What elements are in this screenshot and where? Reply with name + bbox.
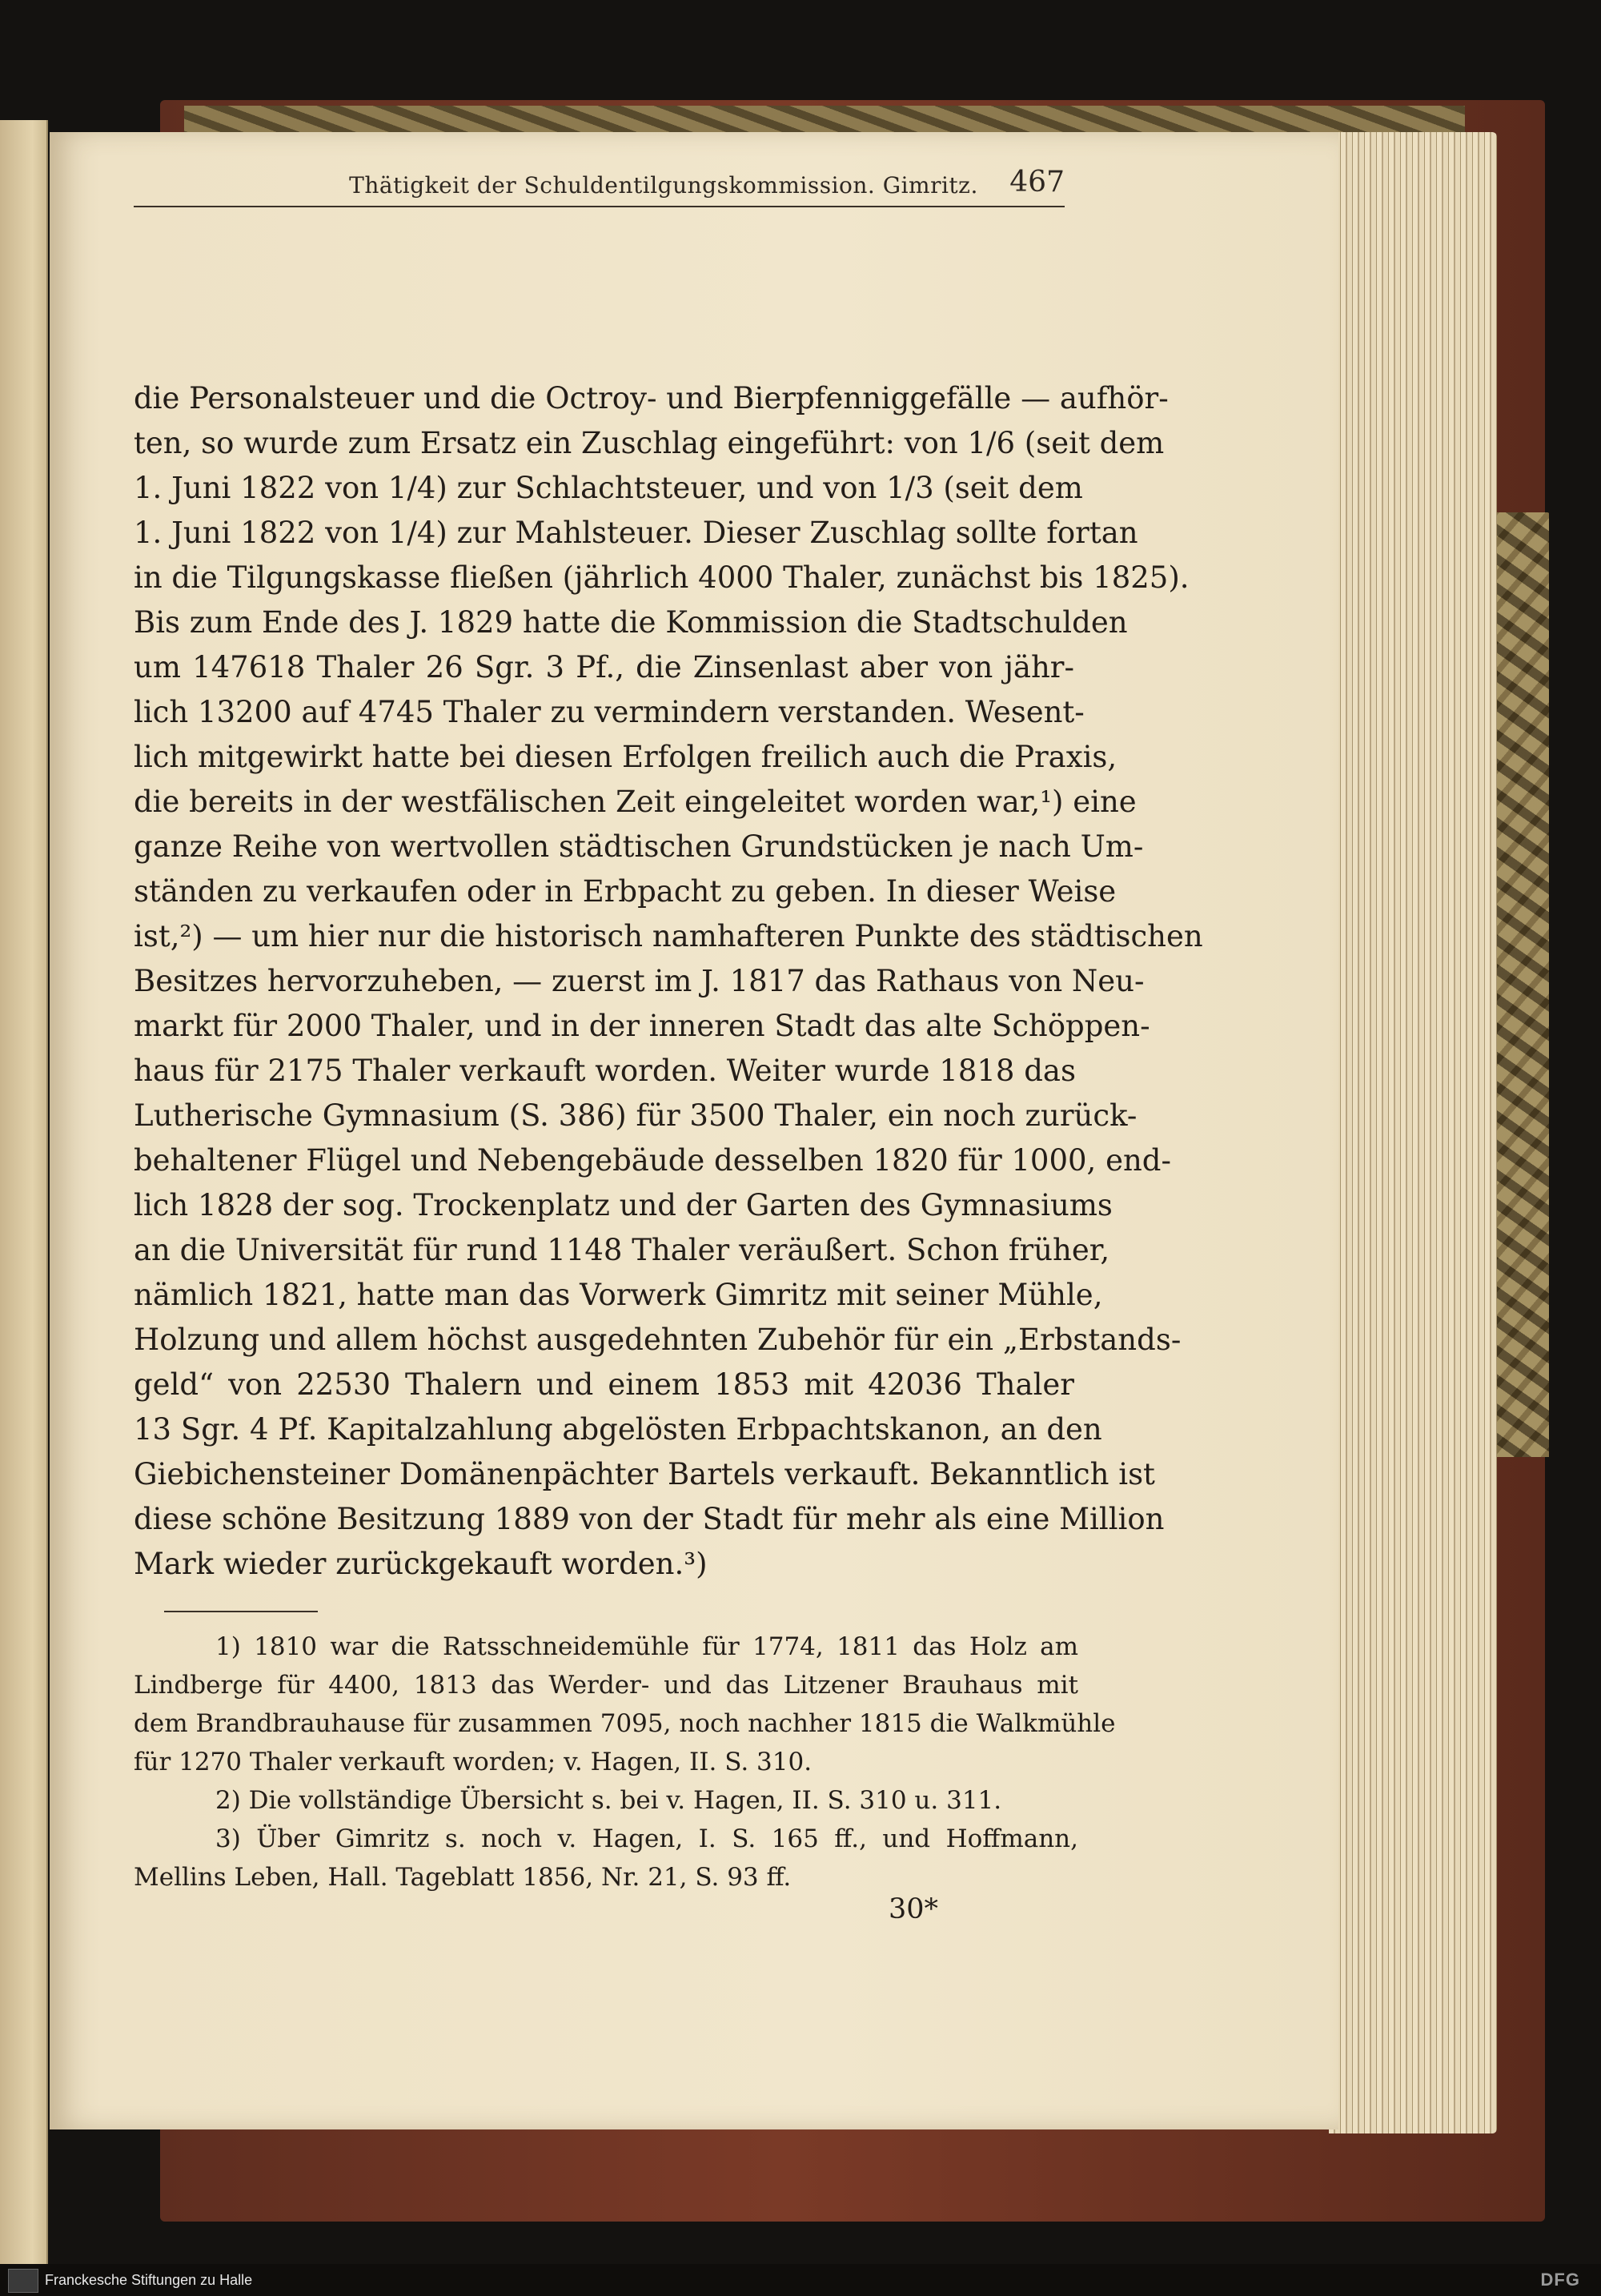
- text-line: Holzung und allem höchst ausgedehnten Zubehör für ein „Erbstands-: [134, 1323, 1182, 1357]
- page-number: 467: [1009, 166, 1065, 199]
- text-line: Bis zum Ende des J. 1829 hatte die Kommission die Stadtschulden: [134, 605, 1128, 640]
- footnote-line: Lindberge für 4400, 1813 das Werder- und das Litzener Brauhaus mit: [134, 1671, 1078, 1700]
- text-line: lich 1828 der sog. Trockenplatz und der Garten des Gymnasiums: [134, 1188, 1113, 1222]
- signature-mark: 30*: [889, 1893, 939, 1925]
- running-head-title: Thätigkeit der Schuldentilgungskommission. Gimritz.: [349, 172, 978, 199]
- institution-name: Franckesche Stiftungen zu Halle: [45, 2272, 253, 2288]
- text-line: in die Tilgungskasse fließen (jährlich 4000 Thaler, zunächst bis 1825).: [134, 560, 1190, 595]
- text-line: die bereits in der westfälischen Zeit eingeleitet worden war,¹) eine: [134, 785, 1137, 819]
- text-line: Besitzes hervorzuheben, — zuerst im J. 1817 das Rathaus von Neu-: [134, 964, 1145, 998]
- text-line: ganze Reihe von wertvollen städtischen Grundstücken je nach Um-: [134, 829, 1144, 864]
- body-text: [134, 376, 1203, 1587]
- footnotes: [134, 1628, 1116, 1897]
- footnote-line: 1) 1810 war die Ratsschneidemühle für 1774, 1811 das Holz am: [215, 1632, 1078, 1661]
- dfg-logo: DFG: [1540, 2270, 1580, 2290]
- footnote-rule: [164, 1611, 318, 1612]
- text-line: Lutherische Gymnasium (S. 386) für 3500 Thaler, ein noch zurück-: [134, 1098, 1138, 1133]
- text-line: 13 Sgr. 4 Pf. Kapitalzahlung abgelösten Erbpachtskanon, an den: [134, 1412, 1102, 1447]
- text-line: diese schöne Besitzung 1889 von der Stadt für mehr als eine Million: [134, 1502, 1165, 1536]
- facing-page-edge: [0, 120, 48, 2274]
- text-line: an die Universität für rund 1148 Thaler veräußert. Schon früher,: [134, 1233, 1110, 1267]
- text-line: nämlich 1821, hatte man das Vorwerk Gimritz mit seiner Mühle,: [134, 1278, 1103, 1312]
- viewer-footer: [0, 2264, 1601, 2296]
- text-line: ist,²) — um hier nur die historisch namhafteren Punkte des städtischen: [134, 919, 1203, 953]
- footnote-line: dem Brandbrauhause für zusammen 7095, noch nachher 1815 die Walkmühle: [134, 1709, 1116, 1738]
- text-line: markt für 2000 Thaler, und in der inneren Stadt das alte Schöppen-: [134, 1009, 1150, 1043]
- text-line: geld“ von 22530 Thalern und einem 1853 mit 42036 Thaler: [134, 1367, 1074, 1402]
- francke-logo-icon: [8, 2269, 38, 2293]
- text-line: ständen zu verkaufen oder in Erbpacht zu geben. In dieser Weise: [134, 874, 1117, 909]
- text-line: 1. Juni 1822 von 1/4) zur Mahlsteuer. Dieser Zuschlag sollte fortan: [134, 516, 1138, 550]
- text-line: 1. Juni 1822 von 1/4) zur Schlachtsteuer, und von 1/3 (seit dem: [134, 471, 1083, 505]
- footnote-line: 3) Über Gimritz s. noch v. Hagen, I. S. 165 ff., und Hoffmann,: [215, 1824, 1078, 1853]
- running-head: [134, 166, 1065, 207]
- page-block-edges: [1329, 132, 1497, 2133]
- text-line: Giebichensteiner Domänenpächter Bartels verkauft. Bekanntlich ist: [134, 1457, 1155, 1491]
- footnote-line: Mellins Leben, Hall. Tageblatt 1856, Nr. 21, S. 93 ff.: [134, 1863, 792, 1892]
- footnote-line: 2) Die vollständige Übersicht s. bei v. Hagen, II. S. 310 u. 311.: [215, 1786, 1002, 1815]
- text-line: behaltener Flügel und Nebengebäude desselben 1820 für 1000, end-: [134, 1143, 1171, 1178]
- text-line-last: Mark wieder zurückgekauft worden.³): [134, 1547, 708, 1581]
- text-line: lich 13200 auf 4745 Thaler zu vermindern verstanden. Wesent-: [134, 695, 1085, 729]
- text-line: haus für 2175 Thaler verkauft worden. Weiter wurde 1818 das: [134, 1054, 1076, 1088]
- text-line: ten, so wurde zum Ersatz ein Zuschlag eingeführt: von 1/6 (seit dem: [134, 426, 1165, 460]
- text-line: um 147618 Thaler 26 Sgr. 3 Pf., die Zinsenlast aber von jähr-: [134, 650, 1074, 684]
- text-line: die Personalsteuer und die Octroy- und Bierpfenniggefälle — aufhör-: [134, 381, 1169, 415]
- footnote-line: für 1270 Thaler verkauft worden; v. Hagen, II. S. 310.: [134, 1748, 813, 1776]
- text-line: lich mitgewirkt hatte bei diesen Erfolgen freilich auch die Praxis,: [134, 740, 1117, 774]
